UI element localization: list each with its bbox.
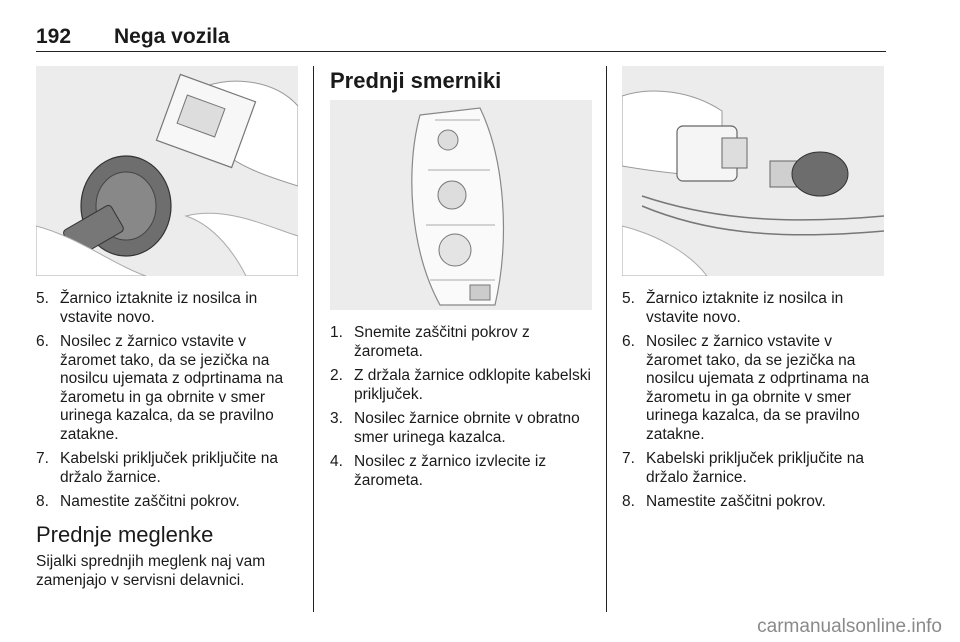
step-text: Namestite zaščitni pokrov.	[60, 493, 240, 510]
step-number: 6.	[36, 333, 49, 350]
step-text: Snemite zaščitni pokrov z žarometa.	[354, 324, 530, 360]
step-number: 1.	[330, 324, 343, 341]
step-number: 2.	[330, 367, 343, 384]
list-item	[622, 493, 886, 512]
step-number: 3.	[330, 410, 343, 427]
step-text: Z držala žarnice odklopite kabelski priključek.	[354, 367, 591, 403]
list-item	[36, 333, 300, 444]
step-number: 4.	[330, 453, 343, 470]
bulb-holder-drawing	[36, 66, 298, 276]
list-item	[36, 450, 300, 487]
step-number: 7.	[622, 450, 635, 467]
bulb-holder-illustration	[36, 66, 298, 276]
page-number: 192	[36, 25, 72, 48]
turn-signals-heading: Prednji smerniki	[330, 68, 502, 93]
step-text: Namestite zaščitni pokrov.	[646, 493, 826, 510]
step-number: 5.	[622, 290, 635, 307]
left-steps-list	[36, 290, 300, 518]
list-item	[330, 410, 594, 447]
fog-lights-heading: Prednje meglenke	[36, 522, 214, 547]
right-steps-list	[622, 290, 886, 518]
watermark: carmanualsonline.info	[757, 616, 942, 637]
step-text: Žarnico iztaknite iz nosilca in vstavite novo.	[60, 290, 258, 326]
headlamp-drawing	[330, 100, 592, 310]
column-divider-left	[313, 66, 314, 612]
step-text: Kabelski priključek priključite na držalo žarnice.	[646, 450, 864, 486]
list-item	[622, 290, 886, 327]
step-text: Nosilec z žarnico vstavite v žaromet tako, da se jezička na nosilcu ujemata z odprtinama na žarometu in ga obrnite v smer urinega kazalca, da se pravilno zatakne.	[60, 333, 284, 443]
middle-steps-list	[330, 324, 594, 496]
headlamp-illustration	[330, 100, 592, 310]
column-divider-right	[606, 66, 607, 612]
list-item	[330, 367, 594, 404]
turn-signal-bulb-illustration	[622, 66, 884, 276]
list-item	[36, 493, 300, 512]
turn-signal-bulb-drawing	[622, 66, 884, 276]
step-text: Nosilec žarnice obrnite v obratno smer urinega kazalca.	[354, 410, 580, 446]
step-text: Nosilec z žarnico izvlecite iz žarometa.	[354, 453, 547, 489]
step-number: 8.	[36, 493, 49, 510]
list-item	[330, 324, 594, 361]
step-text: Žarnico iztaknite iz nosilca in vstavite novo.	[646, 290, 844, 326]
step-number: 6.	[622, 333, 635, 350]
list-item	[622, 450, 886, 487]
step-number: 7.	[36, 450, 49, 467]
step-text: Nosilec z žarnico vstavite v žaromet tako, da se jezička na nosilcu ujemata z odprtinama na žarometu in ga obrnite v smer urinega kazalca, da se pravilno zatakne.	[646, 333, 870, 443]
fog-lights-text: Sijalki sprednjih meglenk naj vam zamenjajo v servisni delavnici.	[36, 553, 266, 589]
list-item	[330, 453, 594, 490]
page-header	[36, 22, 886, 52]
section-title: Nega vozila	[114, 25, 230, 48]
list-item	[36, 290, 300, 327]
step-number: 8.	[622, 493, 635, 510]
step-text: Kabelski priključek priključite na držalo žarnice.	[60, 450, 278, 486]
step-number: 5.	[36, 290, 49, 307]
list-item	[622, 333, 886, 444]
